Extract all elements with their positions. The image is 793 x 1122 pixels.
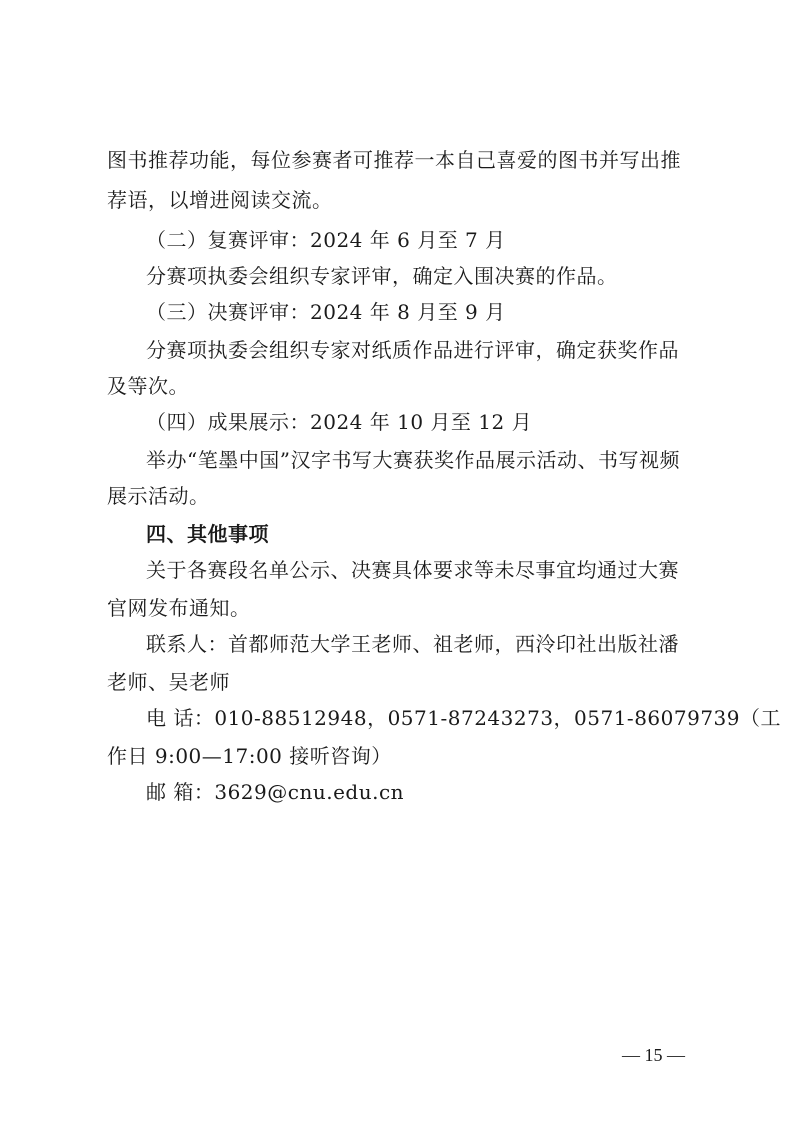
phone-line: 电 话：010-88512948，0571-87243273，0571-86079739（工: [146, 706, 781, 730]
section-heading-fusai: （二）复赛评审：2024 年 6 月至 7 月: [146, 228, 506, 252]
contact-person-line: 联系人：首都师范大学王老师、祖老师，西泠印社出版社潘: [146, 632, 679, 656]
section-title-other-matters: 四、其他事项: [146, 522, 269, 546]
paragraph-line: 举办“笔墨中国”汉字书写大赛获奖作品展示活动、书写视频: [146, 448, 680, 472]
paragraph-line: 关于各赛段名单公示、决赛具体要求等未尽事宜均通过大赛: [146, 558, 679, 582]
paragraph-line: 及等次。: [107, 374, 189, 398]
paragraph-line: 官网发布通知。: [107, 596, 251, 620]
paragraph-line: 分赛项执委会组织专家对纸质作品进行评审，确定获奖作品: [146, 338, 679, 362]
section-heading-juesai: （三）决赛评审：2024 年 8 月至 9 月: [146, 300, 506, 324]
email-line: 邮 箱：3629@cnu.edu.cn: [146, 780, 405, 804]
page-number: — 15 —: [622, 1045, 685, 1065]
paragraph-line: 荐语，以增进阅读交流。: [107, 188, 333, 212]
section-heading-chengguo: （四）成果展示：2024 年 10 月至 12 月: [146, 410, 533, 434]
paragraph-line: 图书推荐功能，每位参赛者可推荐一本自己喜爱的图书并写出推: [107, 148, 681, 172]
paragraph-line: 老师、吴老师: [107, 670, 230, 694]
paragraph-line: 作日 9:00—17:00 接听咨询）: [107, 744, 392, 768]
paragraph-line: 分赛项执委会组织专家评审，确定入围决赛的作品。: [146, 264, 618, 288]
paragraph-line: 展示活动。: [107, 484, 210, 508]
